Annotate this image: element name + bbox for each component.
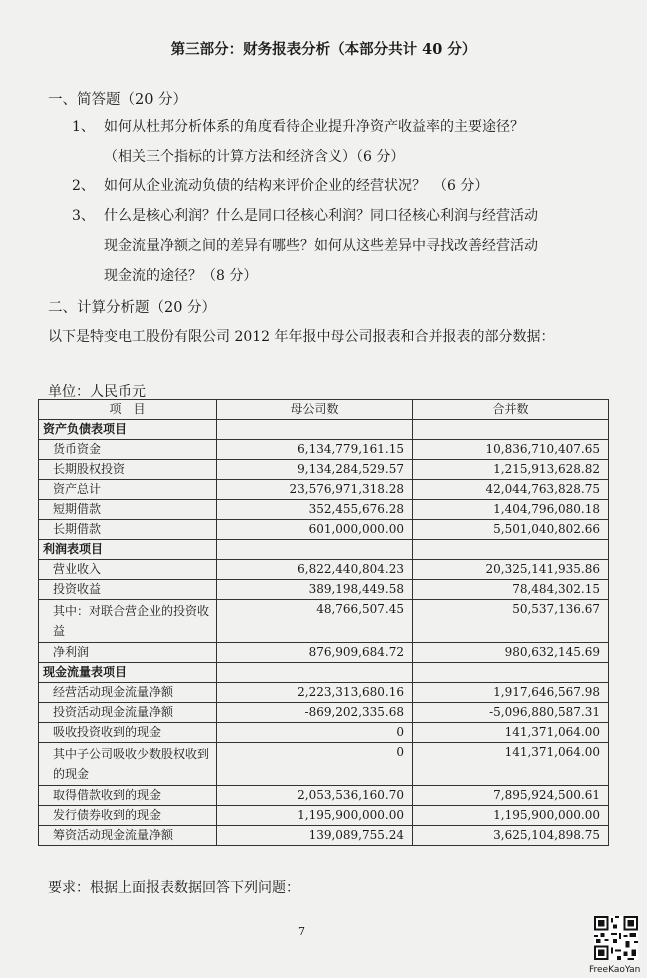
question-2: [72, 171, 488, 201]
row-label: 长期借款: [39, 520, 217, 540]
row-label: 货币资金: [39, 440, 217, 460]
consolidated-value: 1,195,900,000.00: [413, 806, 609, 826]
question-number: 1、: [72, 119, 95, 135]
parent-value: 876,909,684.72: [217, 643, 413, 663]
parent-value: 389,198,449.58: [217, 580, 413, 600]
consolidated-value: 141,371,064.00: [413, 723, 609, 743]
table-row-section: [39, 540, 609, 560]
requirement-text: 要求：根据上面报表数据回答下列问题：: [48, 880, 300, 896]
page-number: 7: [298, 925, 305, 938]
page-title: 第三部分：财务报表分析（本部分共计 40 分）: [170, 41, 477, 58]
question-text: 什么是核心利润？什么是同口径核心利润？同口径核心利润与经营活动: [104, 208, 538, 224]
parent-value: 9,134,284,529.57: [217, 460, 413, 480]
section-heading-calculation: 二、计算分析题（20 分）: [48, 300, 217, 316]
row-label: 其中：对联合营企业的投资收益: [39, 600, 217, 643]
intro-paragraph: 以下是特变电工股份有限公司 2012 年年报中母公司报表和合并报表的部分数据：: [48, 329, 555, 345]
row-label: 资产总计: [39, 480, 217, 500]
row-label: 其中子公司吸收少数股权收到的现金: [39, 743, 217, 786]
row-label: 取得借款收到的现金: [39, 786, 217, 806]
parent-value: 2,223,313,680.16: [217, 683, 413, 703]
table-row: [39, 806, 609, 826]
consolidated-value: 78,484,302.15: [413, 580, 609, 600]
consolidated-value: 50,537,136.67: [413, 600, 609, 643]
consolidated-value: 141,371,064.00: [413, 743, 609, 786]
consolidated-value: 42,044,763,828.75: [413, 480, 609, 500]
row-label: 吸收投资收到的现金: [39, 723, 217, 743]
parent-value: 6,134,779,161.15: [217, 440, 413, 460]
question-text: 现金流的途径？（8 分）: [104, 268, 258, 284]
row-label: 筹资活动现金流量净额: [39, 826, 217, 846]
parent-value: -869,202,335.68: [217, 703, 413, 723]
consolidated-value: 1,917,646,567.98: [413, 683, 609, 703]
table-row: [39, 723, 609, 743]
table-row: [39, 600, 609, 643]
row-label: 长期股权投资: [39, 460, 217, 480]
parent-value: 23,576,971,318.28: [217, 480, 413, 500]
table-row: [39, 703, 609, 723]
watermark-label: FreeKaoYan: [589, 965, 641, 975]
table-row: [39, 480, 609, 500]
row-label: 利润表项目: [39, 540, 217, 560]
question-number: 3、: [72, 208, 95, 224]
row-label: 资产负债表项目: [39, 420, 217, 440]
table-row-section: [39, 663, 609, 683]
parent-value: 6,822,440,804.23: [217, 560, 413, 580]
header-parent: 母公司数: [217, 400, 413, 420]
financial-data-table: [38, 399, 609, 846]
header-consolidated: 合并数: [413, 400, 609, 420]
parent-value: 1,195,900,000.00: [217, 806, 413, 826]
parent-value: 48,766,507.45: [217, 600, 413, 643]
table-row: [39, 580, 609, 600]
parent-value: 0: [217, 743, 413, 786]
row-label: 营业收入: [39, 560, 217, 580]
table-row: [39, 460, 609, 480]
table-row: [39, 826, 609, 846]
consolidated-value: 3,625,104,898.75: [413, 826, 609, 846]
consolidated-value: 980,632,145.69: [413, 643, 609, 663]
table-row: [39, 683, 609, 703]
consolidated-value: 20,325,141,935.86: [413, 560, 609, 580]
row-label: 投资活动现金流量净额: [39, 703, 217, 723]
consolidated-value: 10,836,710,407.65: [413, 440, 609, 460]
row-label: 现金流量表项目: [39, 663, 217, 683]
table-row: [39, 440, 609, 460]
consolidated-value: 1,404,796,080.18: [413, 500, 609, 520]
consolidated-value: 5,501,040,802.66: [413, 520, 609, 540]
table-row: [39, 500, 609, 520]
table-header-row: [39, 400, 609, 420]
table-row: [39, 643, 609, 663]
table-row-section: [39, 420, 609, 440]
question-text: 如何从杜邦分析体系的角度看待企业提升净资产收益率的主要途径？: [104, 119, 524, 135]
row-label: 净利润: [39, 643, 217, 663]
question-text: 现金流量净额之间的差异有哪些？如何从这些差异中寻找改善经营活动: [104, 238, 538, 254]
consolidated-value: -5,096,880,587.31: [413, 703, 609, 723]
question-text: （相关三个指标的计算方法和经济含义）（6 分）: [104, 149, 405, 165]
parent-value: 0: [217, 723, 413, 743]
table-row: [39, 743, 609, 786]
table-row: [39, 520, 609, 540]
row-label: 投资收益: [39, 580, 217, 600]
row-label: 发行债券收到的现金: [39, 806, 217, 826]
table-row: [39, 560, 609, 580]
row-label: 短期借款: [39, 500, 217, 520]
question-text: 如何从企业流动负债的结构来评价企业的经营状况？ （6 分）: [104, 178, 489, 194]
parent-value: 139,089,755.24: [217, 826, 413, 846]
header-item: 项 目: [39, 400, 217, 420]
parent-value: 352,455,676.28: [217, 500, 413, 520]
unit-label: 单位：人民币元: [48, 384, 146, 400]
question-number: 2、: [72, 178, 95, 194]
question-3: [72, 201, 538, 291]
consolidated-value: 1,215,913,628.82: [413, 460, 609, 480]
table-row: [39, 786, 609, 806]
question-1: [72, 112, 524, 172]
section-heading-short-answer: 一、简答题（20 分）: [48, 92, 188, 108]
parent-value: 2,053,536,160.70: [217, 786, 413, 806]
parent-value: 601,000,000.00: [217, 520, 413, 540]
row-label: 经营活动现金流量净额: [39, 683, 217, 703]
consolidated-value: 7,895,924,500.61: [413, 786, 609, 806]
qr-code-icon: [594, 916, 638, 960]
